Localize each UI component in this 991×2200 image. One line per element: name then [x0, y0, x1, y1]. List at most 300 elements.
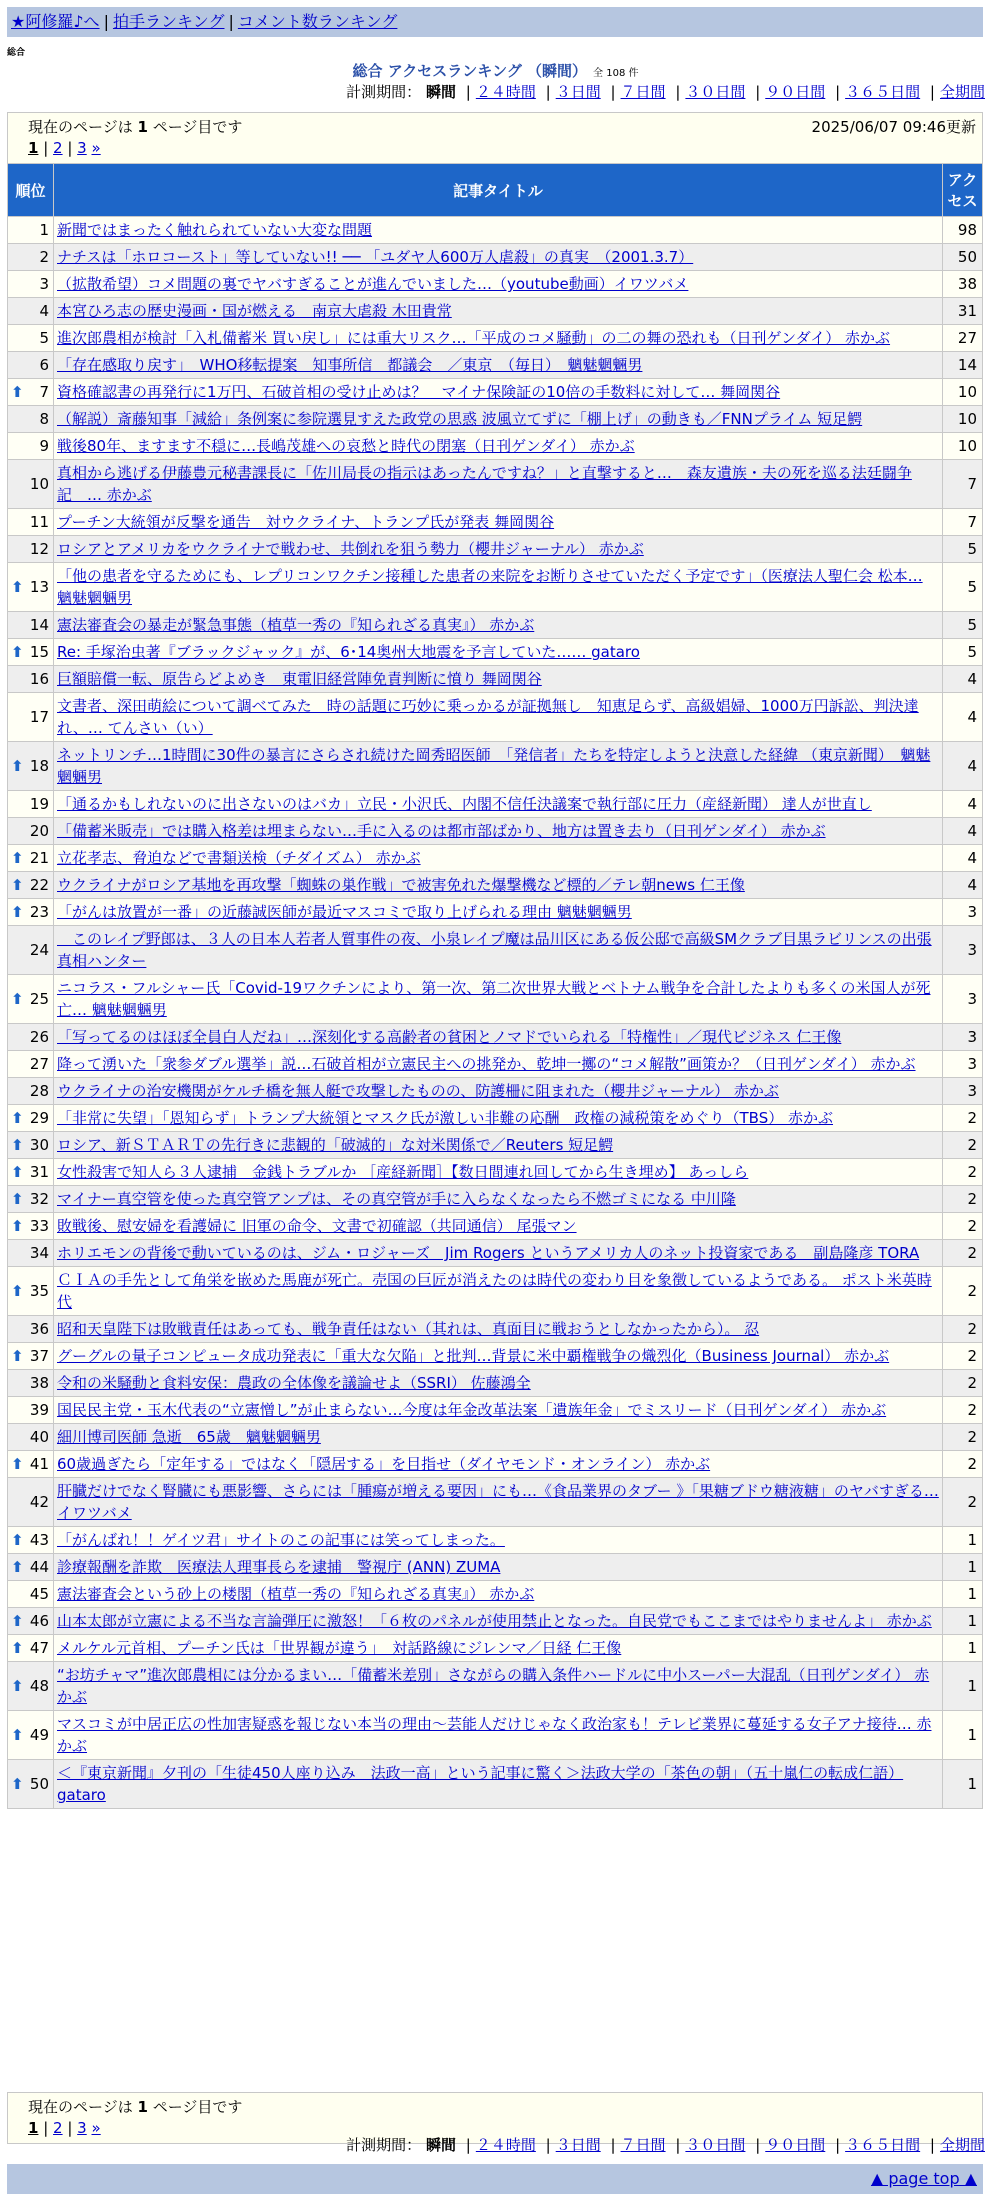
rank-up-arrow-icon: ⬆ — [11, 1775, 24, 1793]
table-row — [8, 1132, 983, 1159]
table-row — [8, 1186, 983, 1213]
title-cell — [54, 298, 943, 325]
title-cell — [54, 1186, 943, 1213]
rank-cell — [8, 742, 54, 791]
article-title-link[interactable]: マイナー真空管を使った真空管アンプは、その真空管が手に入らなくなったら不燃ゴミになる 中川隆 — [57, 1190, 736, 1208]
access-count: 1 — [943, 1554, 983, 1581]
updated-timestamp: 2025/06/07 09:46更新 — [811, 118, 976, 136]
table-row — [8, 217, 983, 244]
article-title-link[interactable]: 山本太郎が立憲による不当な言論弾圧に激怒！「６枚のパネルが使用禁止となった。自民党でもここまではやりませんよ」 赤かぶ — [57, 1612, 932, 1630]
access-count: 7 — [943, 460, 983, 509]
article-title-link[interactable]: 肝臓だけでなく腎臓にも悪影響、さらには「腫瘍が増える要因」にも…《食品業界のタブー 》「果糖ブドウ糖液糖」のヤバすぎる… イワツバメ — [57, 1482, 939, 1522]
rank-number: 49 — [29, 1726, 49, 1744]
access-count: 2 — [943, 1159, 983, 1186]
rank-number: 18 — [29, 757, 49, 775]
home-link[interactable]: ★阿修羅♪へ — [11, 12, 100, 31]
title-cell — [54, 1159, 943, 1186]
title-cell — [54, 1051, 943, 1078]
article-title-link[interactable]: メルケル元首相、プーチン氏は「世界観が違う」 対話路線にジレンマ／日経 仁王像 — [57, 1639, 622, 1657]
article-title-link[interactable]: 細川博司医師 急逝 65歳 魑魅魍魎男 — [57, 1428, 321, 1446]
access-count: 5 — [943, 639, 983, 666]
rank-number: 22 — [29, 876, 49, 894]
rank-up-arrow-icon: ⬆ — [11, 1217, 24, 1235]
rank-number: 30 — [29, 1136, 49, 1154]
page-link-3[interactable]: 3 — [77, 139, 87, 157]
title-cell — [54, 1213, 943, 1240]
rank-cell — [8, 1316, 54, 1343]
table-row — [8, 244, 983, 271]
pager-links: 1 | 2 | 3 » — [28, 139, 101, 157]
rank-cell — [8, 460, 54, 509]
rank-up-arrow-icon: ⬆ — [11, 757, 24, 775]
period-link-90d[interactable]: ９０日間 — [765, 83, 826, 101]
rank-number: 47 — [29, 1639, 49, 1657]
article-title-link[interactable]: 「写ってるのはほぼ全員白人だね」…深刻化する高齢者の貧困とノマドでいられる「特権性」／現代ビジネス 仁王像 — [57, 1028, 842, 1046]
rank-number: 34 — [29, 1244, 49, 1262]
table-row — [8, 693, 983, 742]
page-link-3[interactable]: 3 — [77, 2119, 87, 2137]
access-count: 5 — [943, 563, 983, 612]
page-next-link[interactable]: » — [91, 139, 101, 157]
rank-cell — [8, 1132, 54, 1159]
title-cell — [54, 872, 943, 899]
title-cell — [54, 1451, 943, 1478]
table-row — [8, 536, 983, 563]
title-cell — [54, 1343, 943, 1370]
article-title-link[interactable]: プーチン大統領が反撃を通告 対ウクライナ、トランプ氏が発表 舞岡関谷 — [57, 513, 555, 531]
rank-number: 8 — [39, 410, 49, 428]
access-count: 2 — [943, 1267, 983, 1316]
pager-links: 1 | 2 | 3 » — [28, 2119, 101, 2137]
rank-number: 13 — [29, 578, 49, 596]
title-cell — [54, 666, 943, 693]
rank-cell — [8, 1213, 54, 1240]
article-title-link[interactable]: ホリエモンの背後で動いているのは、ジム・ロジャーズ Jim Rogers というアメリカ人のネット投資家である 副島隆彦 TORA — [57, 1244, 920, 1262]
article-title-link[interactable]: ウクライナがロシア基地を再攻撃「蜘蛛の巣作戦」で被害免れた爆撃機など標的／テレ朝news 仁王像 — [57, 876, 745, 894]
access-count: 3 — [943, 975, 983, 1024]
title-cell — [54, 1478, 943, 1527]
access-count: 10 — [943, 406, 983, 433]
rank-up-arrow-icon: ⬆ — [11, 578, 24, 596]
rank-number: 27 — [29, 1055, 49, 1073]
table-row — [8, 1608, 983, 1635]
period-link-30d[interactable]: ３０日間 — [685, 2136, 746, 2154]
title-cell — [54, 271, 943, 298]
title-cell — [54, 406, 943, 433]
rank-cell — [8, 1527, 54, 1554]
period-link-3d[interactable]: ３日間 — [555, 2136, 601, 2154]
rank-number: 7 — [39, 383, 49, 401]
title-cell — [54, 612, 943, 639]
rank-cell — [8, 1451, 54, 1478]
rank-number: 6 — [39, 356, 49, 374]
col-header-title: 記事タイトル — [54, 164, 943, 217]
table-row — [8, 433, 983, 460]
rank-cell — [8, 926, 54, 975]
rank-up-arrow-icon: ⬆ — [11, 1282, 24, 1300]
period-link-365d[interactable]: ３６５日間 — [845, 83, 921, 101]
access-count: 3 — [943, 926, 983, 975]
article-title-link[interactable]: 降って湧いた「衆参ダブル選挙」説…石破首相が立憲民主への挑発か、乾坤一擲の“コメ解散”画策か？（日刊ゲンダイ） 赤かぶ — [57, 1055, 916, 1073]
title-cell — [54, 975, 943, 1024]
title-cell — [54, 563, 943, 612]
access-count: 4 — [943, 791, 983, 818]
page-link-2[interactable]: 2 — [53, 139, 63, 157]
article-title-link[interactable]: グーグルの量子コンピュータ成功発表に「重大な欠陥」と批判…背景に米中覇権戦争の熾烈化（Business Journal） 赤かぶ — [57, 1347, 890, 1365]
period-link-all[interactable]: 全期間 — [939, 2136, 985, 2154]
rank-number: 9 — [39, 437, 49, 455]
rank-number: 26 — [29, 1028, 49, 1046]
rank-cell — [8, 872, 54, 899]
article-title-link[interactable]: ウクライナの治安機関がケルチ橋を無人艇で攻撃したものの、防護柵に阻まれた（櫻井ジャーナル） 赤かぶ — [57, 1082, 779, 1100]
period-link-3d[interactable]: ３日間 — [555, 83, 601, 101]
title-cell — [54, 1711, 943, 1760]
rank-number: 50 — [29, 1775, 49, 1793]
page-link-1: 1 — [28, 2119, 39, 2137]
rank-number: 25 — [29, 990, 49, 1008]
pager-top — [7, 112, 983, 164]
table-row — [8, 1078, 983, 1105]
rank-number: 14 — [29, 616, 49, 634]
rank-cell — [8, 666, 54, 693]
rank-cell — [8, 1397, 54, 1424]
rank-cell — [8, 325, 54, 352]
rank-number: 16 — [29, 670, 49, 688]
access-count: 4 — [943, 693, 983, 742]
access-count: 2 — [943, 1186, 983, 1213]
title-cell — [54, 1240, 943, 1267]
rank-cell — [8, 1267, 54, 1316]
table-row — [8, 352, 983, 379]
rank-up-arrow-icon: ⬆ — [11, 383, 24, 401]
rank-up-arrow-icon: ⬆ — [11, 1639, 24, 1657]
col-header-rank: 順位 — [8, 164, 54, 217]
rank-cell — [8, 818, 54, 845]
access-count: 2 — [943, 1132, 983, 1159]
table-row — [8, 325, 983, 352]
access-count: 4 — [943, 666, 983, 693]
ranking-title — [0, 60, 991, 81]
rank-cell — [8, 1635, 54, 1662]
rank-number: 4 — [39, 302, 49, 320]
title-cell — [54, 1554, 943, 1581]
rank-up-arrow-icon: ⬆ — [11, 1612, 24, 1630]
rank-number: 33 — [29, 1217, 49, 1235]
article-title-link[interactable]: 文書者、深田萌絵について調べてみた 時の話題に巧妙に乗っかるが証拠無し 知恵足らず、高級娼婦、1000万円訴訟、判決達れ、… てんさい（い） — [57, 697, 919, 737]
rank-up-arrow-icon: ⬆ — [11, 1347, 24, 1365]
access-count: 1 — [943, 1635, 983, 1662]
ranking-title-text: 総合 アクセスランキング （瞬間） — [352, 62, 588, 80]
article-title-link[interactable]: ＣＩＡの手先として角栄を嵌めた馬鹿が死亡。売国の巨匠が消えたのは時代の変わり目を象徴しているようである。 ポスト米英時代 — [57, 1271, 932, 1311]
table-row — [8, 1635, 983, 1662]
title-cell — [54, 433, 943, 460]
article-title-link[interactable]: 「通るかもしれないのに出さないのはバカ」立民・小沢氏、内閣不信任決議案で執行部に圧力（産経新聞） 達人が世直し — [57, 795, 872, 813]
rank-number: 31 — [29, 1163, 49, 1181]
pager-current-text: 現在のページは 1 ページ目です — [28, 118, 243, 136]
article-title-link[interactable]: 「非常に失望」「恩知らず」トランプ大統領とマスク氏が激しい非難の応酬 政権の減税策をめぐり（TBS） 赤かぶ — [57, 1109, 833, 1127]
table-row — [8, 1554, 983, 1581]
access-count: 10 — [943, 433, 983, 460]
access-count: 2 — [943, 1397, 983, 1424]
table-row — [8, 509, 983, 536]
table-row — [8, 1424, 983, 1451]
page-link-2[interactable]: 2 — [53, 2119, 63, 2137]
rank-cell — [8, 509, 54, 536]
title-cell — [54, 1132, 943, 1159]
article-title-link[interactable]: ニコラス・フルシャー氏「Covid-19ワクチンにより、第一次、第二次世界大戦とベトナム戦争を合計したよりも多くの米国人が死亡… 魑魅魍魎男 — [57, 979, 931, 1019]
article-title-link[interactable]: （拡散希望）コメ問題の裏でヤバすぎることが進んでいました…（youtube動画）イワツバメ — [57, 275, 689, 293]
ranking-count: 全 108 件 — [593, 68, 639, 79]
article-title-link[interactable]: “お坊チャマ”進次郎農相には分かるまい…「備蓄米差別」さながらの購入条件ハードルに中小スーパー大混乱（日刊ゲンダイ） 赤かぶ — [57, 1666, 930, 1706]
rank-cell — [8, 1024, 54, 1051]
article-title-link[interactable]: このレイプ野郎は、３人の日本人若者人質事件の夜、小泉レイプ魔は品川区にある仮公邸で高級SMクラブ目黒ラビリンスの出張 真相ハンター — [57, 930, 932, 970]
rank-number: 35 — [29, 1282, 49, 1300]
rank-number: 15 — [29, 643, 49, 661]
article-title-link[interactable]: Re: 手塚治虫著『ブラックジャック』が、6･14奥州大地震を予言していた…… gataro — [57, 643, 640, 661]
article-title-link[interactable]: 昭和天皇陛下は敗戦責任はあっても、戦争責任はない（其れは、真面目に戦おうとしなかったから）。 忍 — [57, 1320, 760, 1338]
table-row — [8, 742, 983, 791]
article-title-link[interactable]: マスコミが中居正広の性加害疑惑を報じない本当の理由～芸能人だけじゃなく政治家も！テレビ業界に蔓延する女子アナ接待… 赤かぶ — [57, 1715, 932, 1755]
access-count: 4 — [943, 742, 983, 791]
title-cell — [54, 1397, 943, 1424]
article-title-link[interactable]: 「がんは放置が一番」の近藤誠医師が最近マスコミで取り上げられる理由 魑魅魍魎男 — [57, 903, 632, 921]
title-cell — [54, 899, 943, 926]
title-cell — [54, 742, 943, 791]
rank-number: 32 — [29, 1190, 49, 1208]
access-count: 2 — [943, 1316, 983, 1343]
rank-up-arrow-icon: ⬆ — [11, 1726, 24, 1744]
article-title-link[interactable]: 真相から逃げる伊藤豊元秘書課長に「佐川局長の指示はあったんですね？」と直撃すると… 森友遺族・夫の死を巡る法廷闘争記 … 赤かぶ — [57, 464, 912, 504]
rank-number: 36 — [29, 1320, 49, 1338]
table-row — [8, 872, 983, 899]
rank-up-arrow-icon: ⬆ — [11, 1136, 24, 1154]
access-count: 2 — [943, 1105, 983, 1132]
title-cell — [54, 639, 943, 666]
rank-number: 3 — [39, 275, 49, 293]
rank-number: 39 — [29, 1401, 49, 1419]
rank-cell — [8, 433, 54, 460]
article-title-link[interactable]: ナチスは「ホロコースト」等していない!! ── 「ユダヤ人600万人虐殺」の真実 （2001.3.7） — [57, 248, 694, 266]
access-count: 38 — [943, 271, 983, 298]
rank-cell — [8, 1711, 54, 1760]
access-count: 1 — [943, 1608, 983, 1635]
period-current: 瞬間 — [425, 2136, 456, 2154]
period-link-90d[interactable]: ９０日間 — [765, 2136, 826, 2154]
nav-separator: | — [103, 12, 109, 31]
title-cell — [54, 325, 943, 352]
article-title-link[interactable]: ネットリンチ…1時間に30件の暴言にさらされ続けた岡秀昭医師 「発信者」たちを特定しようと決意した経緯 （東京新聞） 魑魅魍魎男 — [57, 746, 931, 786]
rank-number: 20 — [29, 822, 49, 840]
nav-separator: | — [228, 12, 234, 31]
rank-cell — [8, 1240, 54, 1267]
table-row — [8, 818, 983, 845]
title-cell — [54, 352, 943, 379]
ranking-table — [7, 163, 983, 1809]
page-top-link[interactable]: ▲ page top ▲ — [870, 2169, 977, 2188]
rank-up-arrow-icon: ⬆ — [11, 990, 24, 1008]
rank-cell — [8, 975, 54, 1024]
article-title-link[interactable]: 「存在感取り戻す」 WHO移転提案 知事所信 都議会 ／東京 （毎日） 魑魅魍魎男 — [57, 356, 643, 374]
rank-number: 43 — [29, 1531, 49, 1549]
table-row — [8, 1240, 983, 1267]
article-title-link[interactable]: 戦後80年、ますます不穏に…長嶋茂雄への哀愁と時代の閉塞（日刊ゲンダイ） 赤かぶ — [57, 437, 635, 455]
table-row — [8, 1267, 983, 1316]
ranking-table-body — [8, 217, 983, 1809]
rank-number: 19 — [29, 795, 49, 813]
rank-cell — [8, 1051, 54, 1078]
title-cell — [54, 926, 943, 975]
article-title-link[interactable]: 敗戦後、慰安婦を看護婦に 旧軍の命令、文書で初確認（共同通信） 尾張マン — [57, 1217, 577, 1235]
table-row — [8, 845, 983, 872]
access-count: 4 — [943, 872, 983, 899]
access-count: 1 — [943, 1662, 983, 1711]
period-link-24h[interactable]: ２４時間 — [475, 2136, 536, 2154]
access-count: 2 — [943, 1213, 983, 1240]
rank-cell — [8, 1760, 54, 1809]
article-title-link[interactable]: 60歳過ぎたら「定年する」ではなく「隠居する」を目指せ（ダイヤモンド・オンライン） 赤かぶ — [57, 1455, 711, 1473]
access-count: 3 — [943, 899, 983, 926]
period-link-7d[interactable]: ７日間 — [620, 2136, 666, 2154]
access-count: 14 — [943, 352, 983, 379]
article-title-link[interactable]: 「備蓄米販売」では購入格差は埋まらない…手に入るのは都市部ばかり、地方は置き去り（日刊ゲンダイ） 赤かぶ — [57, 822, 826, 840]
table-row — [8, 406, 983, 433]
comment-ranking-link[interactable]: コメント数ランキング — [237, 12, 398, 31]
rank-up-arrow-icon: ⬆ — [11, 1163, 24, 1181]
applause-ranking-link[interactable]: 拍手ランキング — [112, 12, 225, 31]
rank-cell — [8, 1078, 54, 1105]
table-row — [8, 1105, 983, 1132]
table-row — [8, 639, 983, 666]
title-cell — [54, 244, 943, 271]
article-title-link[interactable]: 本宮ひろ志の歴史漫画・国が燃える 南京大虐殺 木田貴常 — [57, 302, 452, 320]
rank-cell — [8, 639, 54, 666]
rank-cell — [8, 563, 54, 612]
rank-number: 24 — [29, 941, 49, 959]
rank-cell — [8, 693, 54, 742]
period-link-365d[interactable]: ３６５日間 — [845, 2136, 921, 2154]
rank-number: 12 — [29, 540, 49, 558]
rank-number: 23 — [29, 903, 49, 921]
article-title-link[interactable]: 「他の患者を守るためにも、レプリコンワクチン接種した患者の来院をお断りさせていただく予定です」（医療法人聖仁会 松本… 魑魅魍魎男 — [57, 567, 923, 607]
title-cell — [54, 1635, 943, 1662]
article-title-link[interactable]: 巨額賠償一転、原告らどよめき 東電旧経営陣免責判断に憤り 舞岡関谷 — [57, 670, 542, 688]
title-cell — [54, 1527, 943, 1554]
rank-up-arrow-icon: ⬆ — [11, 903, 24, 921]
article-title-link[interactable]: 立花孝志、脅迫などで書類送検（チダイズム） 赤かぶ — [57, 849, 421, 867]
article-title-link[interactable]: 新聞ではまったく触れられていない大変な問題 — [57, 221, 373, 239]
title-cell — [54, 1662, 943, 1711]
rank-number: 5 — [39, 329, 49, 347]
article-title-link[interactable]: 憲法審査会の暴走が緊急事態（植草一秀の『知られざる真実』） 赤かぶ — [57, 616, 535, 634]
period-selector-top: 計測期間： 瞬間 | ２４時間 | ３日間 | ７日間 | ３０日間 | ９０日間 | ３６５日間 | 全期間 — [346, 83, 985, 101]
rank-cell — [8, 1478, 54, 1527]
period-selector-bottom: 計測期間： 瞬間 | ２４時間 | ３日間 | ７日間 | ３０日間 | ９０日間 | ３６５日間 | 全期間 — [346, 2136, 985, 2154]
title-cell — [54, 1581, 943, 1608]
table-row — [8, 926, 983, 975]
access-count: 10 — [943, 379, 983, 406]
rank-number: 11 — [29, 513, 49, 531]
category-label: 総合 — [7, 48, 26, 58]
access-count: 3 — [943, 1051, 983, 1078]
table-row — [8, 271, 983, 298]
access-count: 7 — [943, 509, 983, 536]
table-row — [8, 1370, 983, 1397]
rank-cell — [8, 536, 54, 563]
rank-cell — [8, 1186, 54, 1213]
rank-up-arrow-icon: ⬆ — [11, 1455, 24, 1473]
rank-number: 21 — [29, 849, 49, 867]
table-row — [8, 1051, 983, 1078]
access-count: 4 — [943, 845, 983, 872]
rank-cell — [8, 899, 54, 926]
table-header-row — [8, 164, 983, 217]
article-title-link[interactable]: ＜『東京新聞』夕刊の「生徒450人座り込み 法政一高」という記事に驚く＞法政大学の「茶色の朝」（五十嵐仁の転成仁語） gataro — [57, 1764, 904, 1804]
access-count: 98 — [943, 217, 983, 244]
rank-cell — [8, 612, 54, 639]
access-count: 50 — [943, 244, 983, 271]
table-row — [8, 379, 983, 406]
rank-cell — [8, 244, 54, 271]
title-cell — [54, 1078, 943, 1105]
rank-up-arrow-icon: ⬆ — [11, 876, 24, 894]
article-title-link[interactable]: ロシア、新ＳＴＡＲＴの先行きに悲観的「破滅的」な対米関係で／Reuters 短足鰐 — [57, 1136, 614, 1154]
title-cell — [54, 791, 943, 818]
rank-cell — [8, 1608, 54, 1635]
article-title-link[interactable]: 国民民主党・玉木代表の“立憲憎し”が止まらない…今度は年金改革法案「遺族年金」でミスリード（日刊ゲンダイ） 赤かぶ — [57, 1401, 887, 1419]
title-cell — [54, 1024, 943, 1051]
table-row — [8, 1527, 983, 1554]
page-next-link[interactable]: » — [91, 2119, 101, 2137]
rank-up-arrow-icon: ⬆ — [11, 1190, 24, 1208]
rank-number: 29 — [29, 1109, 49, 1127]
rank-cell — [8, 406, 54, 433]
period-label: 計測期間： — [346, 2136, 422, 2154]
article-title-link[interactable]: 「がんばれ！！ゲイツ君」サイトのこの記事には笑ってしまった。 — [57, 1531, 505, 1549]
rank-number: 44 — [29, 1558, 49, 1576]
access-count: 2 — [943, 1240, 983, 1267]
period-link-24h[interactable]: ２４時間 — [475, 83, 536, 101]
rank-cell — [8, 1370, 54, 1397]
access-count: 1 — [943, 1760, 983, 1809]
period-link-all[interactable]: 全期間 — [939, 83, 985, 101]
rank-up-arrow-icon: ⬆ — [11, 1558, 24, 1576]
table-row — [8, 666, 983, 693]
article-title-link[interactable]: 資格確認書の再発行に1万円、石破首相の受け止めは？ マイナ保険証の10倍の手数料に対して… 舞岡関谷 — [57, 383, 781, 401]
article-title-link[interactable]: 診療報酬を詐欺 医療法人理事長らを逮捕 警視庁 (ANN) ZUMA — [57, 1558, 501, 1576]
article-title-link[interactable]: 令和の米騒動と食料安保：農政の全体像を議論せよ（SSRI） 佐藤鴻全 — [57, 1374, 531, 1392]
period-link-30d[interactable]: ３０日間 — [685, 83, 746, 101]
article-title-link[interactable]: 憲法審査会という砂上の楼閣（植草一秀の『知られざる真実』） 赤かぶ — [57, 1585, 535, 1603]
pager-current-page: 1 — [137, 2098, 148, 2116]
table-row — [8, 1159, 983, 1186]
period-link-7d[interactable]: ７日間 — [620, 83, 666, 101]
title-cell — [54, 536, 943, 563]
rank-up-arrow-icon: ⬆ — [11, 1109, 24, 1127]
table-row — [8, 1316, 983, 1343]
article-title-link[interactable]: 進次郎農相が検討「入札備蓄米 買い戻し」には重大リスク…「平成のコメ騒動」の二の舞の恐れも（日刊ゲンダイ） 赤かぶ — [57, 329, 891, 347]
article-title-link[interactable]: （解説）斎藤知事「減給」条例案に参院選見すえた政党の思惑 波風立てずに「棚上げ」の動きも／FNNプライム 短足鰐 — [57, 410, 863, 428]
access-count: 3 — [943, 1024, 983, 1051]
table-row — [8, 1760, 983, 1809]
rank-cell — [8, 1662, 54, 1711]
pager-current-page: 1 — [137, 118, 148, 136]
table-row — [8, 791, 983, 818]
article-title-link[interactable]: ロシアとアメリカをウクライナで戦わせ、共倒れを狙う勢力（櫻井ジャーナル） 赤かぶ — [57, 540, 644, 558]
article-title-link[interactable]: 女性殺害で知人ら３人逮捕 金銭トラブルか ［産経新聞］【数日間連れ回してから生き埋め】 あっしら — [57, 1163, 749, 1181]
rank-number: 48 — [29, 1677, 49, 1695]
rank-cell — [8, 1554, 54, 1581]
rank-number: 1 — [39, 221, 49, 239]
